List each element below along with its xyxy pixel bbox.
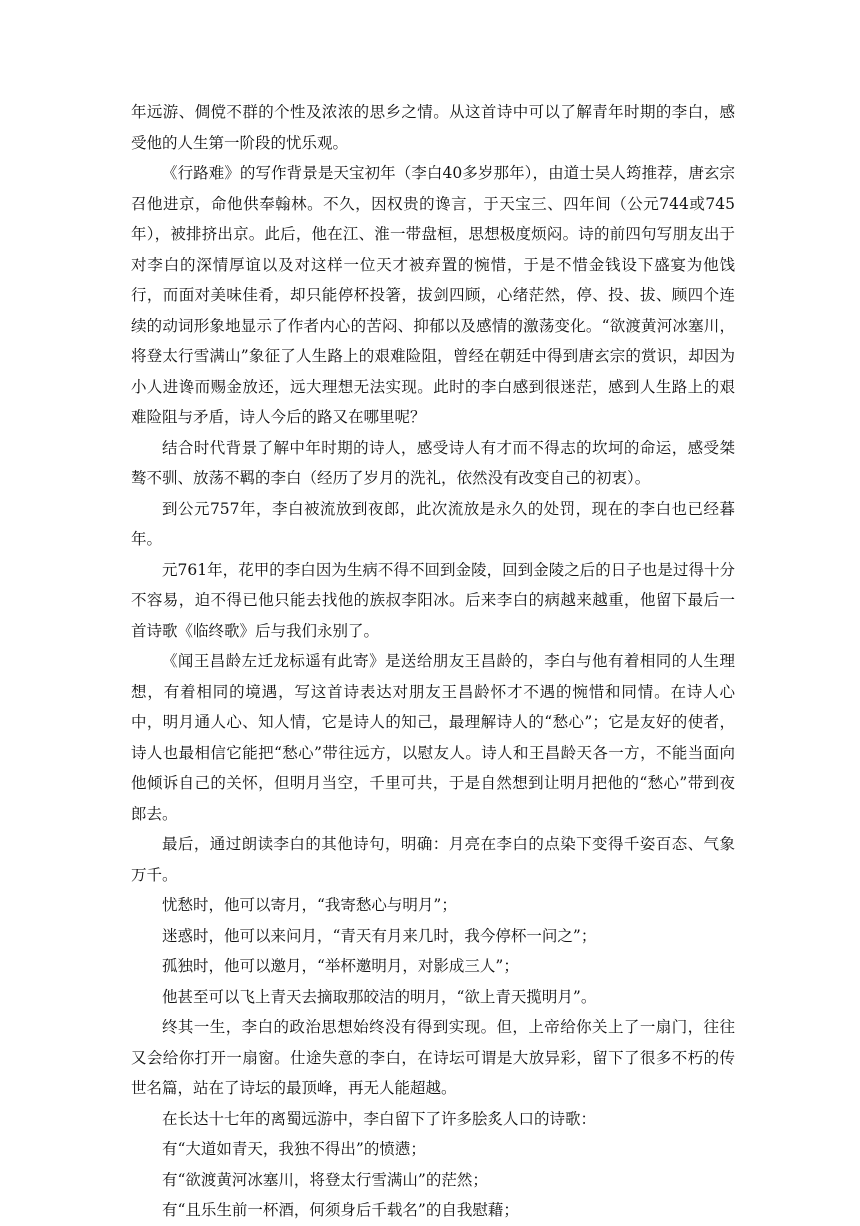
paragraph: 结合时代背景了解中年时期的诗人，感受诗人有才而不得志的坎坷的命运，感受桀骜不驯、放荡不羁的李白（经历了岁月的洗礼，依然没有改变自己的初衷）。	[131, 438, 735, 487]
paragraph: 忧愁时，他可以寄月，“我寄愁心与明月”；	[162, 896, 457, 914]
paragraph: 有“大道如青天，我独不得出”的愤懑；	[162, 1140, 426, 1158]
paragraph: 有“欲渡黄河冰塞川，将登太行雪满山”的茫然；	[162, 1170, 488, 1189]
paragraph: 终其一生，李白的政治思想始终没有得到实现。但，上帝给你关上了一扇门，往往又会给你打开一扇窗。仕途失意的李白，在诗坛可谓是大放异彩，留下了很多不朽的传世名篇，站在了诗坛的最顶峰，再无人能超越。	[131, 1018, 735, 1097]
paragraph: 在长达十七年的离蜀远游中，李白留下了许多脍炙人口的诗歌：	[162, 1109, 597, 1128]
paragraph: 《行路难》的写作背景是天宝初年（李白40多岁那年），由道士吴人筠推荐，唐玄宗召他进京，命他供奉翰林。不久，因权贵的谗言，于天宝三、四年间（公元744或745年），被排挤出京。此后，他在江、淮一带盘桓，思想极度烦闷。诗的前四句写朋友出于对李白的深情厚谊以及对这样一位天才被弃置的惋惜，于是不惜金钱设下盛宴为他饯行，而面对美味佳肴，却只能停杯投箸，拔剑四顾，心绪茫然，停、投、拔、顾四个连续的动词形象地显示了作者内心的苦闷、抑郁以及感情的激荡变化。“欲渡黄河冰塞川，将登太行雪满山”象征了人生路上的艰难险阻，曾经在朝廷中得到唐玄宗的赏识，却因为小人进谗而赐金放还，远大理想无法实现。此时的李白感到很迷茫，感到人生路上的艰难险阻与矛盾，诗人今后的路又在哪里呢？	[131, 164, 735, 426]
paragraph: 最后，通过朗读李白的其他诗句，明确：月亮在李白的点染下变得千姿百态、气象万千。	[131, 835, 735, 884]
paragraph: 有“且乐生前一杯酒，何须身后千载名”的自我慰藉；	[162, 1201, 519, 1219]
paragraph: 元761年，花甲的李白因为生病不得不回到金陵，回到金陵之后的日子也是过得十分不容易，迫不得已他只能去找他的族叔李阳冰。后来李白的病越来越重，他留下最后一首诗歌《临终歌》后与我们永别了。	[131, 560, 735, 640]
document-page	[131, 97, 735, 1226]
paragraph: 迷惑时，他可以来问月，“青天有月来几时，我今停杯一问之”；	[162, 926, 597, 945]
paragraph: 他甚至可以飞上青天去摘取那皎洁的明月，“欲上青天揽明月”。	[162, 987, 597, 1006]
paragraph: 到公元757年，李白被流放到夜郎，此次流放是永久的处罚，现在的李白也已经暮年。	[131, 499, 735, 548]
paragraph: 《闻王昌龄左迁龙标遥有此寄》是送给朋友王昌龄的，李白与他有着相同的人生理想，有着相同的境遇，写这首诗表达对朋友王昌龄怀才不遇的惋惜和同情。在诗人心中，明月通人心、知人情，它是诗人的知己，最理解诗人的“愁心”；它是友好的使者，诗人也最相信它能把“愁心”带往远方，以慰友人。诗人和王昌龄天各一方，不能当面向他倾诉自己的关怀，但明月当空，千里可共，于是自然想到让明月把他的“愁心”带到夜郎去。	[131, 652, 735, 823]
paragraph: 孤独时，他可以邀月，“举杯邀明月，对影成三人”；	[162, 957, 519, 975]
paragraph: 年远游、倜傥不群的个性及浓浓的思乡之情。从这首诗中可以了解青年时期的李白，感受他的人生第一阶段的忧乐观。	[131, 103, 735, 152]
